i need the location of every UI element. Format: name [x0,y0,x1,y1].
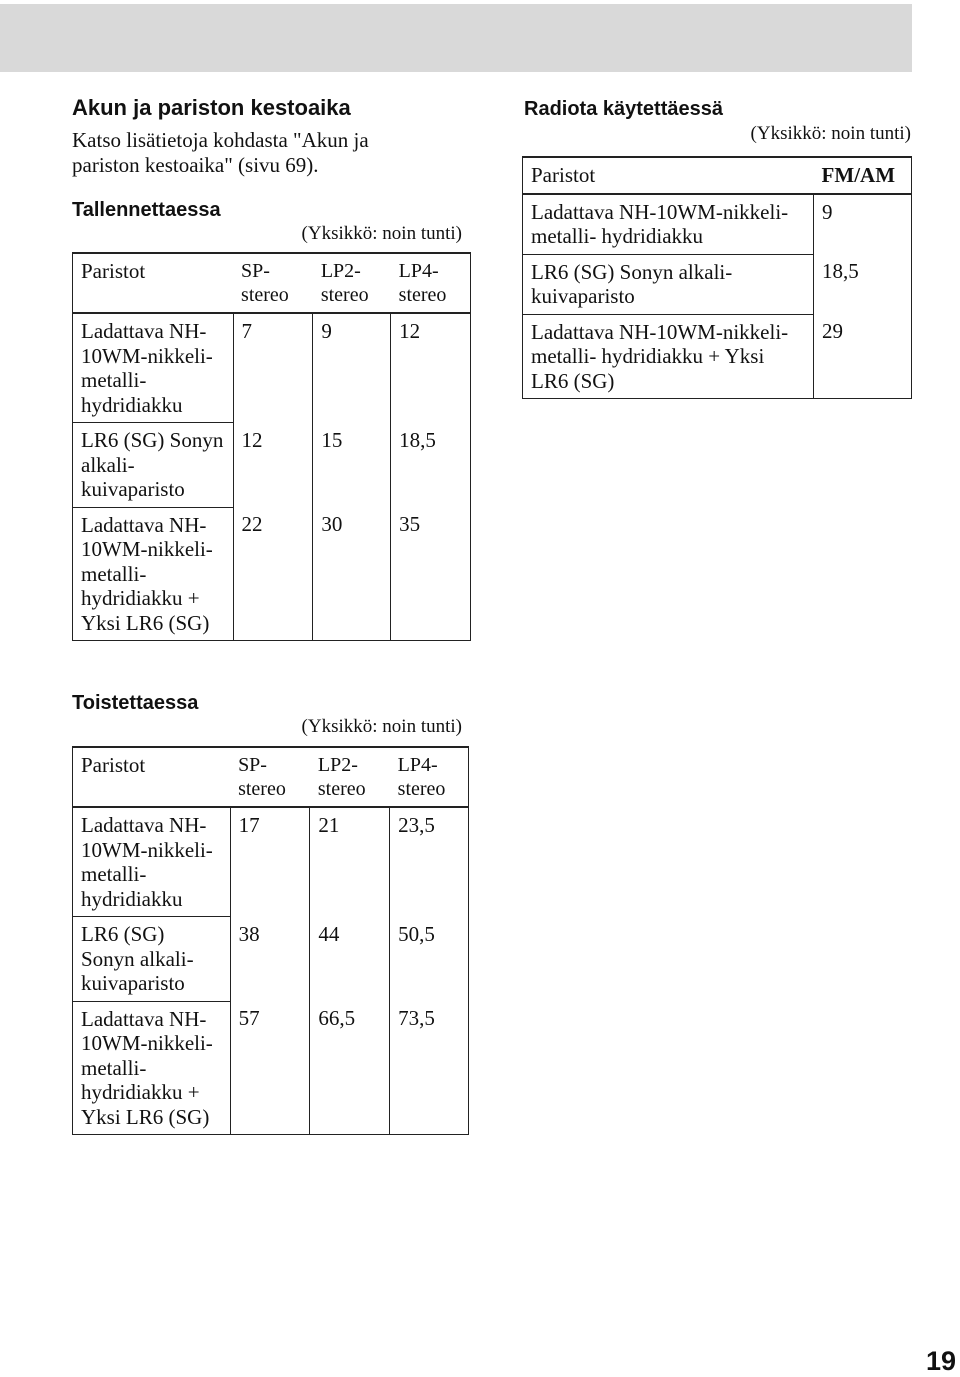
radio-unit: (Yksikkö: noin tunti) [750,123,911,144]
page-number: 19 [925,1346,956,1376]
intro-text: Katso lisätietoja kohdasta "Akun ja pariston kestoaika" (sivu 69). [72,128,369,177]
battery-cell: LR6 (SG) Sonyn alkali-kuivaparisto [73,423,234,508]
table-row [523,314,912,399]
lp4-cell: 23,5 [398,813,435,837]
header-lp2-stereo: LP2-stereo [310,747,390,807]
battery-cell: Ladattava NH-10WM-nikkeli-metalli- hydridiakku + Yksi LR6 (SG) [523,314,814,399]
playback-heading: Toistettaessa [72,692,199,714]
battery-cell: Ladattava NH-10WM-nikkeli-metalli-hydridiakku + Yksi LR6 (SG) [73,507,234,641]
battery-cell: Ladattava NH-10WM-nikkeli-metalli-hydridiakku [73,807,231,917]
header-lp4-stereo: LP4-stereo [390,747,469,807]
battery-cell: LR6 (SG) Sonyn alkali-kuivaparisto [73,917,231,1002]
page-title: Akun ja pariston kestoaika [72,95,351,120]
playback-header-row [73,747,469,807]
radio-header-row [523,157,912,194]
lp4-cell: 50,5 [398,921,435,946]
sp-cell: 38 [230,917,310,1002]
lp4-cell: 12 [399,319,421,343]
lp2-cell: 66,5 [310,1001,390,1135]
lp4-cell: 18,5 [399,427,436,452]
recording-heading: Tallennettaessa [72,199,221,221]
table-row [73,313,471,423]
battery-cell: LR6 (SG) Sonyn alkali-kuivaparisto [523,254,814,314]
playback-unit: (Yksikkö: noin tunti) [301,716,462,737]
recording-unit: (Yksikkö: noin tunti) [301,223,462,244]
playback-table [72,746,469,1135]
fm-am-cell: 18,5 [822,259,859,283]
header-fm-am: FM/AM [814,157,912,194]
radio-table [522,156,912,399]
lp4-cell: 73,5 [398,1006,435,1030]
table-row [73,1001,469,1135]
header-sp-stereo: SP-stereo [233,253,313,313]
sp-cell: 22 [233,507,313,641]
table-row [523,194,912,255]
sp-cell: 7 [233,313,313,423]
fm-am-cell: 9 [822,199,833,224]
table-row [73,507,471,641]
battery-cell: Ladattava NH-10WM-nikkeli-metalli-hydridiakku [73,313,234,423]
table-row [73,423,471,508]
lp4-cell: 35 [399,512,421,536]
sp-cell: 12 [233,423,313,508]
recording-header-row [73,253,471,313]
table-row [523,254,912,314]
battery-cell: Ladattava NH-10WM-nikkeli-metalli-hydridiakku + Yksi LR6 (SG) [73,1001,231,1135]
header-lp4-stereo: LP4-stereo [391,253,471,313]
table-row [73,807,469,917]
header-band [0,4,912,72]
header-sp-stereo: SP-stereo [230,747,310,807]
header-batteries: Paristot [523,157,814,194]
sp-cell: 17 [230,807,310,917]
header-lp2-stereo: LP2-stereo [313,253,391,313]
battery-cell: Ladattava NH-10WM-nikkeli-metalli- hydridiakku [523,194,814,255]
lp2-cell: 44 [310,917,390,1002]
header-batteries: Paristot [73,747,231,807]
table-row [73,917,469,1002]
recording-table [72,252,471,641]
sp-cell: 57 [230,1001,310,1135]
lp2-cell: 15 [313,423,391,508]
radio-heading: Radiota käytettäessä [524,98,723,120]
lp2-cell: 30 [313,507,391,641]
lp2-cell: 9 [313,313,391,423]
fm-am-cell: 29 [822,319,844,343]
lp2-cell: 21 [310,807,390,917]
header-batteries: Paristot [73,253,234,313]
